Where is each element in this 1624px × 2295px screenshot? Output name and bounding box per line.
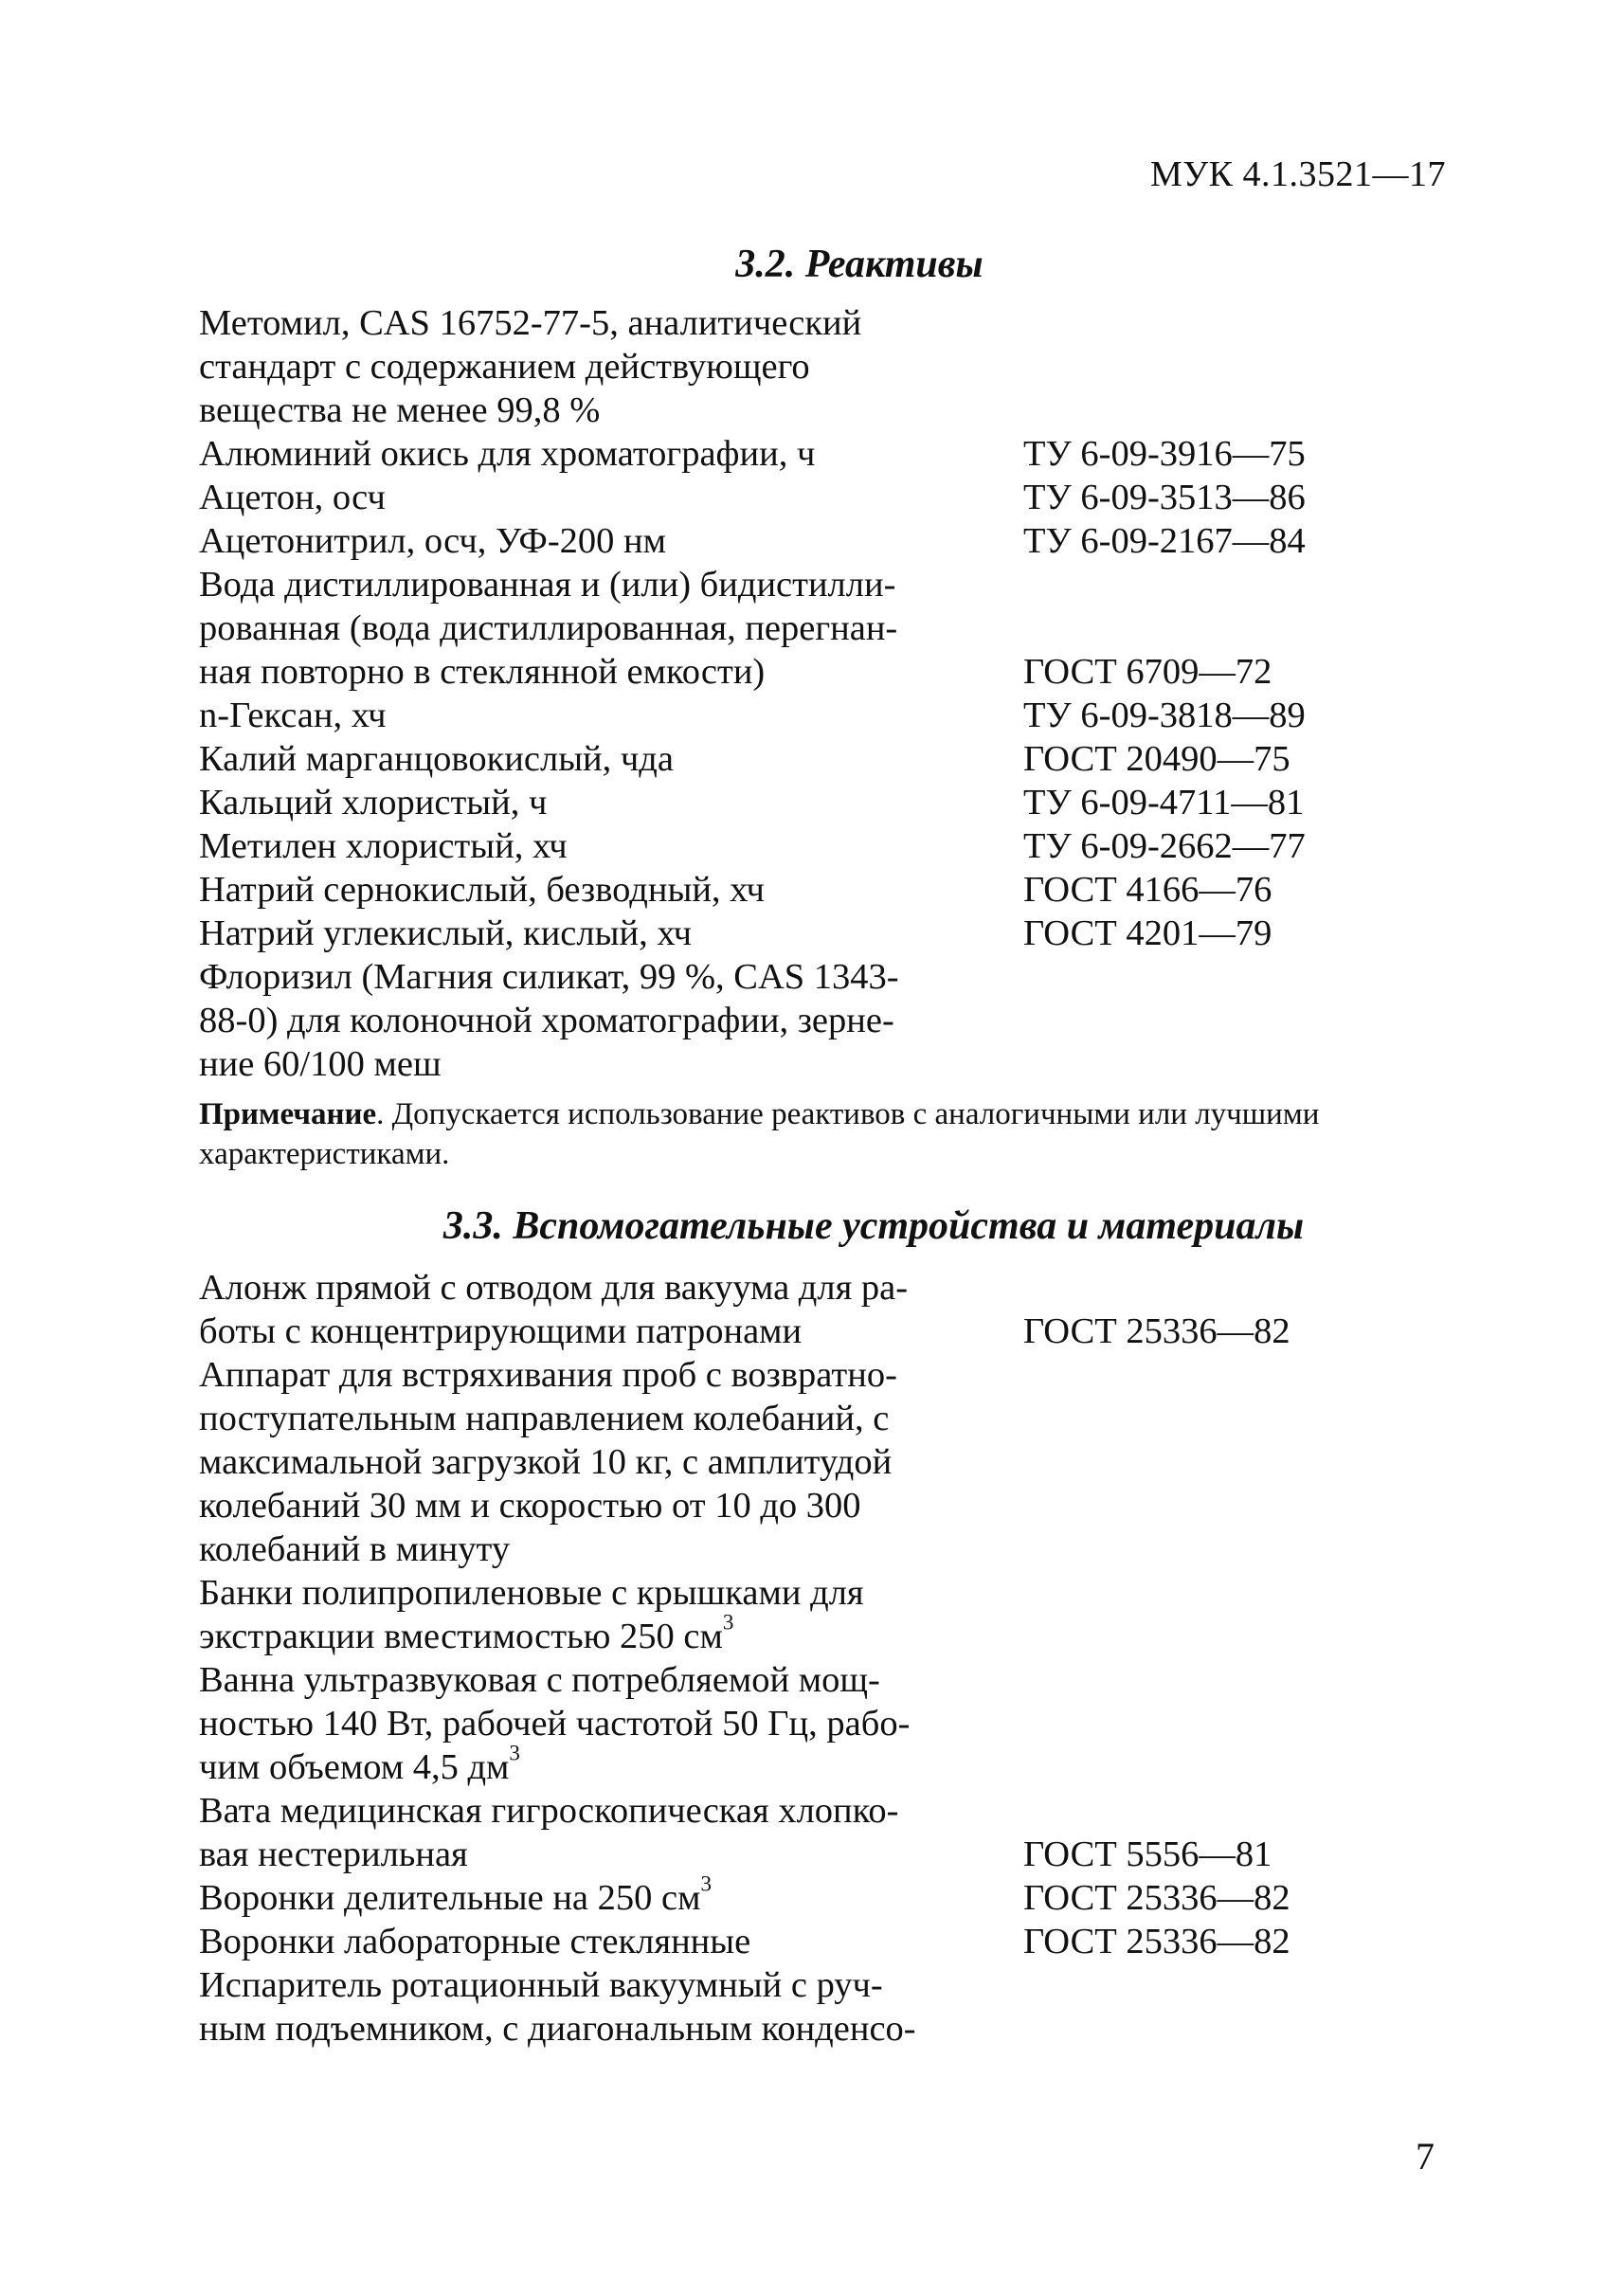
item-name [199, 1658, 1023, 1789]
note-label: Примечание [199, 1097, 377, 1131]
item-line: Ванна ультразвуковая с потребляемой мощ- [199, 1660, 880, 1700]
item-line: колебаний в минуту [199, 1529, 511, 1569]
item-line: Калий марганцовокислый, чда [199, 739, 674, 779]
item-line: Натрий углекислый, кислый, хч [199, 913, 693, 953]
item-standard: ТУ 6-09-2662—77 [1023, 826, 1306, 866]
note-paragraph [199, 1094, 1459, 1174]
item-name [199, 1870, 1023, 1920]
item-line: 88-0) для колоночной хроматографии, зерне- [199, 1001, 894, 1040]
item-standard: ТУ 6-09-3513—86 [1023, 478, 1306, 517]
item-name [199, 519, 1023, 563]
item-line: Кальций хлористый, ч [199, 783, 548, 822]
item-name [199, 563, 1023, 694]
item-line: Алюминий окись для хроматографии, ч [199, 434, 816, 474]
item-name [199, 912, 1023, 955]
item-name [199, 1353, 1023, 1571]
list-item [199, 301, 1306, 432]
note-text: . Допускается использование реактивов с аналогичными или лучшими характеристиками. [199, 1097, 1320, 1171]
item-line: Аппарат для встряхивания проб с возвратно- [199, 1355, 897, 1395]
item-line: n-Гексан, хч [199, 696, 387, 735]
list-item [199, 476, 1306, 519]
item-line: колебаний 30 мм и скоростью от 10 до 300 [199, 1486, 861, 1526]
item-standard: ГОСТ 4201—79 [1023, 913, 1272, 953]
item-standard: ГОСТ 20490—75 [1023, 739, 1290, 779]
item-name [199, 694, 1023, 737]
item-line: поступательным направлением колебаний, с [199, 1399, 890, 1438]
item-line: Воронки лабораторные стеклянные [199, 1922, 751, 1961]
page-number: 7 [1416, 2135, 1435, 2178]
auxiliary-list [199, 1266, 1290, 2051]
item-line: Вода дистиллированная и (или) бидистилли- [199, 565, 896, 605]
item-standard: ТУ 6-09-3818—89 [1023, 696, 1306, 735]
item-name [199, 781, 1023, 824]
unit-superscript: 3 [509, 1740, 520, 1765]
list-item [199, 781, 1306, 824]
item-name [199, 1571, 1023, 1658]
item-line: чим объемом 4,5 дм [199, 1747, 510, 1787]
list-item [199, 432, 1306, 476]
item-standard: ГОСТ 25336—82 [1023, 1311, 1290, 1351]
item-line-wrap [199, 1870, 1023, 1920]
section-title-reagents: 3.2. Реактивы [735, 243, 983, 286]
item-standard: ТУ 6-09-3916—75 [1023, 434, 1306, 474]
list-item [199, 1571, 1290, 1658]
item-name [199, 301, 1023, 432]
item-name [199, 476, 1023, 519]
item-name [199, 1963, 1023, 2051]
item-name [199, 868, 1023, 912]
item-line: Метомил, CAS 16752-77-5, аналитический [199, 303, 862, 343]
item-name [199, 1920, 1023, 1963]
list-item [199, 519, 1306, 563]
item-standard: ТУ 6-09-2167—84 [1023, 521, 1306, 561]
item-line: стандарт с содержанием действующего [199, 347, 810, 387]
item-name [199, 1789, 1023, 1876]
list-item [199, 1658, 1290, 1789]
item-name [199, 1266, 1023, 1353]
item-line: Натрий сернокислый, безводный, хч [199, 870, 765, 910]
item-standard: ТУ 6-09-4711—81 [1023, 783, 1305, 822]
item-standard: ГОСТ 25336—82 [1023, 1922, 1290, 1961]
item-name [199, 432, 1023, 476]
document-code: МУК 4.1.3521—17 [1149, 154, 1446, 194]
item-standard: ГОСТ 25336—82 [1023, 1878, 1290, 1918]
item-line: боты с концентрирующими патронами [199, 1311, 803, 1351]
list-item [199, 1266, 1290, 1353]
list-item [199, 694, 1306, 737]
item-line: рованная (вода дистиллированная, перегнан- [199, 608, 898, 648]
item-standard: ГОСТ 4166—76 [1023, 870, 1272, 910]
item-line: ным подъемником, с диагональным конденсо- [199, 2009, 916, 2049]
item-line: ние 60/100 меш [199, 1044, 442, 1084]
item-line-wrap [199, 1740, 1023, 1789]
list-item [199, 563, 1306, 694]
section-title-auxiliary: 3.3. Вспомогательные устройства и материалы [442, 1204, 1305, 1248]
item-line: ная повторно в стеклянной емкости) [199, 652, 766, 692]
item-line: Ацетонитрил, осч, УФ-200 нм [199, 521, 666, 561]
item-line: экстракции вместимостью 250 см [199, 1617, 723, 1656]
item-line: ностью 140 Вт, рабочей частотой 50 Гц, рабо- [199, 1704, 911, 1744]
item-line: Вата медицинская гигроскопическая хлопко- [199, 1791, 899, 1831]
reagents-list [199, 301, 1306, 1086]
list-item [199, 955, 1306, 1086]
list-item [199, 824, 1306, 868]
item-line: Флоризил (Магния силикат, 99 %, CAS 1343- [199, 957, 899, 997]
item-line: Банки полипропиленовые с крышками для [199, 1573, 864, 1613]
item-name [199, 737, 1023, 781]
item-line: вая нестерильная [199, 1834, 468, 1874]
item-name [199, 824, 1023, 868]
unit-superscript: 3 [700, 1870, 713, 1896]
list-item [199, 1353, 1290, 1571]
list-item [199, 868, 1306, 912]
item-line: Алонж прямой с отводом для вакуума для ра- [199, 1268, 909, 1308]
list-item [199, 1789, 1290, 1876]
list-item [199, 1963, 1290, 2051]
item-line: Испаритель ротационный вакуумный с руч- [199, 1965, 883, 2005]
item-line: Воронки делительные на 250 см [199, 1878, 701, 1918]
item-line: Ацетон, осч [199, 478, 386, 517]
item-standard: ГОСТ 5556—81 [1023, 1834, 1272, 1874]
list-item [199, 912, 1306, 955]
list-item [199, 1870, 1290, 1920]
unit-superscript: 3 [722, 1609, 734, 1635]
item-line-wrap [199, 1609, 1023, 1658]
item-line: вещества не менее 99,8 % [199, 390, 601, 430]
item-line: Метилен хлористый, хч [199, 826, 568, 866]
list-item [199, 1920, 1290, 1963]
item-name [199, 955, 1023, 1086]
list-item [199, 737, 1306, 781]
item-line: максимальной загрузкой 10 кг, с амплитудой [199, 1442, 893, 1482]
item-standard: ГОСТ 6709—72 [1023, 652, 1272, 692]
